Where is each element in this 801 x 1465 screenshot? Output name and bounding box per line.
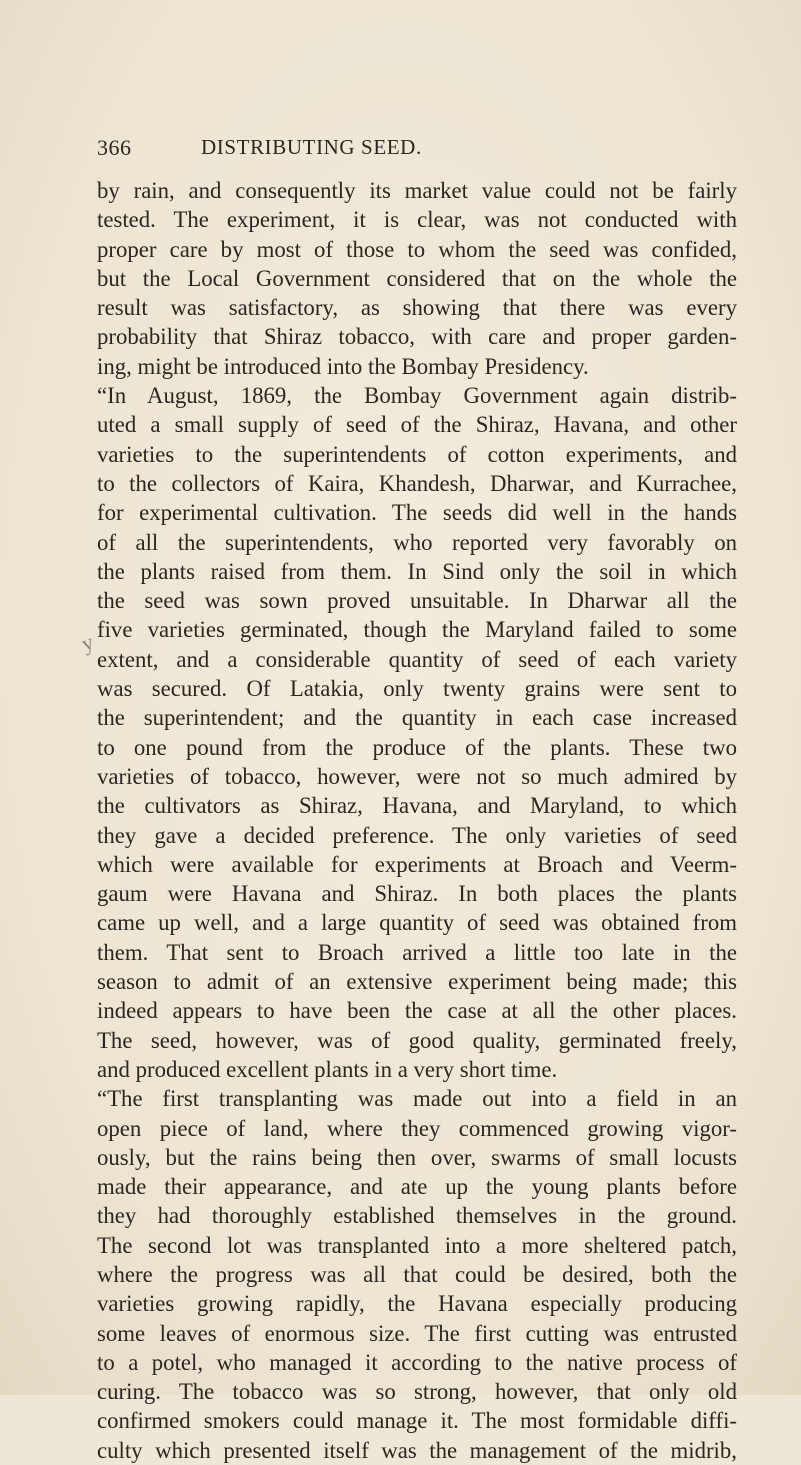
- text-line: extent, and a considerable quantity of seed of each variety: [97, 646, 737, 672]
- text-line: varieties of tobacco, however, were not so much admired by: [97, 763, 737, 789]
- text-line: indeed appears to have been the case at all the other places.: [97, 998, 737, 1024]
- text-line: varieties growing rapidly, the Havana especially producing: [97, 1291, 737, 1317]
- text-line: which were available for experiments at Broach and Veerm-: [97, 851, 737, 877]
- text-line: they gave a decided preference. The only varieties of seed: [97, 822, 737, 848]
- text-line: ing, might be introduced into the Bombay Presidency.: [97, 353, 589, 379]
- text-line: them. That sent to Broach arrived a little too late in the: [97, 939, 737, 965]
- text-line: came up well, and a large quantity of seed was obtained from: [97, 910, 737, 936]
- text-line: “In August, 1869, the Bombay Government again distrib-: [97, 383, 737, 409]
- text-line: the cultivators as Shiraz, Havana, and Maryland, to which: [97, 793, 737, 819]
- text-line: and produced excellent plants in a very short time.: [97, 1056, 558, 1082]
- text-line: to the collectors of Kaira, Khandesh, Dharwar, and Kurrachee,: [97, 470, 737, 496]
- text-line: for experimental cultivation. The seeds did well in the hands: [97, 500, 737, 526]
- text-line: the seed was sown proved unsuitable. In Dharwar all the: [97, 588, 737, 614]
- text-line: confirmed smokers could manage it. The most formidable diffi-: [97, 1408, 737, 1434]
- running-head: DISTRIBUTING SEED.: [201, 135, 422, 159]
- text-line: “The first transplanting was made out into a field in an: [97, 1086, 737, 1112]
- text-line: five varieties germinated, though the Maryland failed to some: [97, 617, 737, 643]
- text-line: The seed, however, was of good quality, germinated freely,: [97, 1027, 737, 1053]
- text-line: to one pound from the produce of the plants. These two: [97, 734, 737, 760]
- text-line: culty which presented itself was the management of the midrib,: [97, 1437, 737, 1463]
- text-line: by rain, and consequently its market value could not be fairly: [97, 178, 737, 203]
- margin-pencil-mark: y: [77, 628, 97, 657]
- text-line: gaum were Havana and Shiraz. In both places the plants: [97, 881, 737, 907]
- text-line: of all the superintendents, who reported very favorably on: [97, 529, 737, 555]
- text-line: but the Local Government considered that on the whole the: [97, 265, 737, 291]
- text-line: to a potel, who managed it according to the native process of: [97, 1349, 737, 1375]
- text-line: varieties to the superintendents of cotton experiments, and: [97, 441, 737, 467]
- text-line: proper care by most of those to whom the seed was confided,: [97, 236, 737, 262]
- page-header: [97, 135, 737, 165]
- page-number: 366: [97, 135, 132, 160]
- text-line: curing. The tobacco was so strong, however, that only old: [97, 1379, 737, 1405]
- text-line: some leaves of enormous size. The first cutting was entrusted: [97, 1320, 737, 1346]
- text-line: result was satisfactory, as showing that there was every: [97, 295, 737, 321]
- body-text: [97, 176, 737, 1465]
- text-line: ously, but the rains being then over, swarms of small locusts: [97, 1144, 737, 1170]
- text-line: probability that Shiraz tobacco, with care and proper garden-: [97, 324, 737, 350]
- text-line: uted a small supply of seed of the Shiraz, Havana, and other: [97, 412, 737, 438]
- text-line: The second lot was transplanted into a more sheltered patch,: [97, 1232, 737, 1258]
- text-line: tested. The experiment, it is clear, was not conducted with: [97, 207, 737, 233]
- text-line: they had thoroughly established themselves in the ground.: [97, 1203, 737, 1229]
- text-line: the plants raised from them. In Sind only the soil in which: [97, 558, 737, 584]
- text-line: was secured. Of Latakia, only twenty grains were sent to: [97, 676, 737, 702]
- text-line: where the progress was all that could be desired, both the: [97, 1261, 737, 1287]
- text-line: open piece of land, where they commenced growing vigor-: [97, 1115, 737, 1141]
- text-line: the superintendent; and the quantity in each case increased: [97, 705, 737, 731]
- text-line: made their appearance, and ate up the young plants before: [97, 1174, 737, 1200]
- text-line: season to admit of an extensive experiment being made; this: [97, 969, 737, 995]
